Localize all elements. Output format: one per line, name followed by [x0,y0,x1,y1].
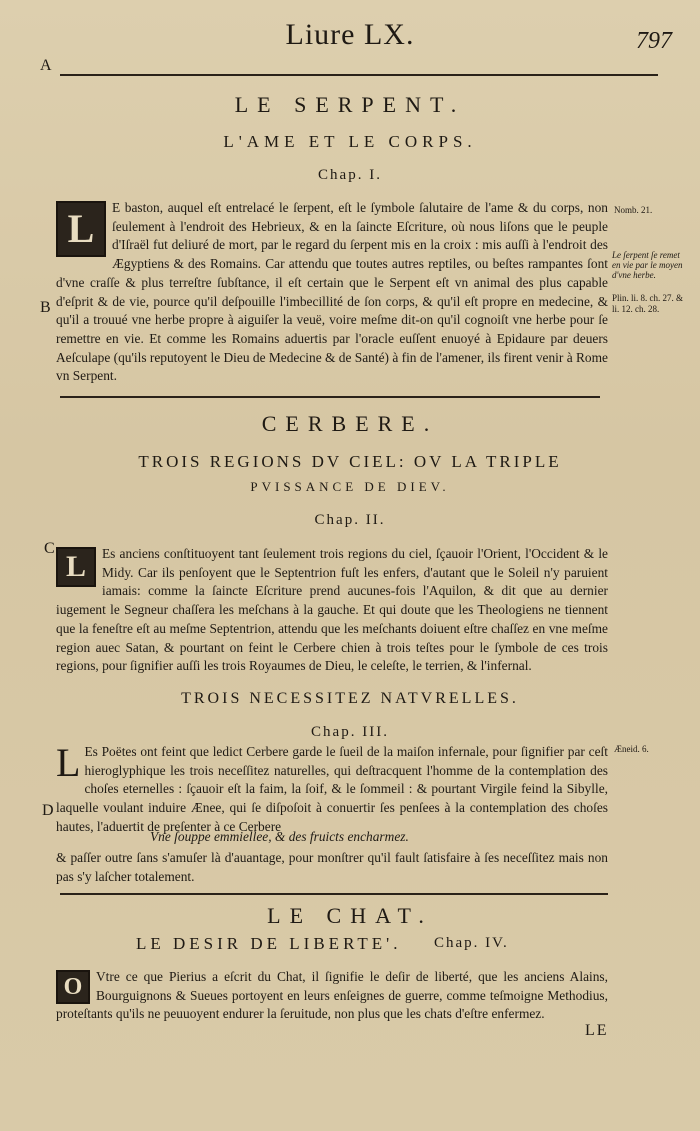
section3-text: Es Poëtes ont feint que ledict Cerbere garde le ſueil de la maiſon infernale, pour ſignifier par ceſt hieroglyphique les trois neceſſitez naturelles, qui deſtracquent l'homme de la contemplation des choſes eternelles : ſçauoir eſt la faim, la ſoif, & le ſommeil : & pourtant Virgile feind la Sibylle, laquelle voulant induire Ænee, qui ſe diſpoſoit à conuertir ſes penſees à la contemplation des choſes hautes, l'aduertit de preſenter à ce Cerbere [56,744,608,834]
section3-conclusion: & paſſer outre ſans s'amuſer là d'auantage, pour monſtrer qu'il fault ſatisfaire à ſes neceſſitez mais non pas s'y laſcher totalement. [56,850,608,884]
initial-l-3: L [56,740,81,785]
header-rule [60,74,658,76]
chapter-heading-2: Chap. II. [314,512,386,528]
ornamental-initial-o: O [56,970,90,1004]
signature-b: B [40,299,51,316]
margin-note-plin: Plin. li. 8. ch. 27. & li. 12. ch. 28. [612,293,684,314]
section1-body [56,199,608,386]
section-title-serpent: LE SERPENT. [234,92,466,117]
verse-line: Vne ſouppe emmiellee, & des fruicts encharmez. [150,829,409,844]
section4-body [56,968,608,1024]
chapter-heading-1: Chap. I. [318,167,382,183]
section-subtitle-trois-regions: TROIS REGIONS DV CIEL: OV LA TRIPLE [138,452,562,471]
section-title-necessitez: TROIS NECESSITEZ NATVRELLES. [181,690,519,707]
section2-body [56,545,608,676]
ornamental-initial-l-2: L [56,547,96,587]
section-title-cerbere: CERBERE. [261,411,439,436]
signature-a: A [40,57,52,74]
margin-note-serpent: Le ſerpent ſe remet en vie par le moyen d'vne herbe. [612,250,683,280]
section-subtitle-ame-corps: L'AME ET LE CORPS. [223,132,477,151]
running-head: Liure LX. [285,18,415,51]
divider-rule-1 [60,396,600,398]
margin-note-nomb: Nomb. 21. [614,205,653,215]
section-subtitle-liberte: LE DESIR DE LIBERTE'. [136,934,402,953]
signature-d: D [42,802,54,819]
chapter-heading-3: Chap. III. [311,724,389,740]
section-title-chat: LE CHAT. [267,903,433,928]
section4-text: Vtre ce que Pierius a eſcrit du Chat, il ſignifie le deſir de liberté, que les anciens Alains, Bourguignons & Sueues portoyent en leurs enſeignes de guerre, comme teſmoigne Methodius, proteſtants qu'ils ne peuuoyent endurer la ſeruitude, non plus que les chats d'eſtre enfermez. [56,969,608,1022]
section3-body [56,740,608,837]
divider-rule-2 [60,893,608,895]
section-subtitle-puissance: PVISSANCE DE DIEV. [250,479,450,494]
section2-text: Es anciens conſtituoyent tant ſeulement trois regions du ciel, ſçauoir l'Orient, l'Occident & le Midy. Car ils penſoyent que le Septentrion fuſt les enfers, d'autant que le Soleil n'y paruient iamais: comme la ſaincte Eſcriture prend aucunes-fois l'Aquilon, & dit que au dernier iugement le Segneur chaſſera les meſchans à la gauche. Et qui doute que les Theologiens ne tiennent que la feneſtre eſt au meſme Septentrion, attendu que les meſchants doiuent eſtre chaſſez en vne meſme region auec Satan, & pourtant on feint le Cerbere chien à trois teſtes pour le ſymbole de ces trois regions, pour ſignifier auſſi les trois Royaumes de Dieu, le celeſte, le terrien, & l'infernal. [56,546,608,674]
signature-c: C [44,540,55,557]
folio-number: 797 [636,28,672,54]
margin-note-aeneid: Æneid. 6. [614,744,649,754]
chapter-heading-4: Chap. IV. [434,935,509,951]
catchword: LE [585,1022,609,1039]
section1-text: E baston, auquel eſt entrelacé le ſerpent, eſt le ſymbole ſalutaire de l'ame & du corps, non ſeulement à l'endroit des Hebrieux, & en la ſaincte Eſcriture, où nous liſons que le peuple d'Iſraël fut deliuré de mort, par le regard du ſerpent mis en la croix : mis auſſi à l'endroit des Ægyptiens & des Romains. Car attendu que toutes autres reptiles, ou beſtes rampantes ſont d'vne craſſe & plus terreſtre ſubſtance, il eſt certain que le Serpent eſt vn animal des plus capable d'eſprit & de vie, pource qu'il deſpouille l'imbecillité de ſon corps, & qu'il eſt propre en medecine, & qu'il a trouué vne herbe propre à aiguiſer la veuë, voire meſme dit-on qu'il cognoiſt vne herbe pour ſe remettre en vie. Et comme les Romains aduertis par l'oracle euſſent enuoyé à Epidaure par deuers Aeſculape (qu'ils reputoyent le Dieu de Medecine & de Santé) à fin de l'amener, ils firent venir à Rome vn Serpent. [56,200,608,384]
ornamental-initial-l: L [56,201,106,257]
